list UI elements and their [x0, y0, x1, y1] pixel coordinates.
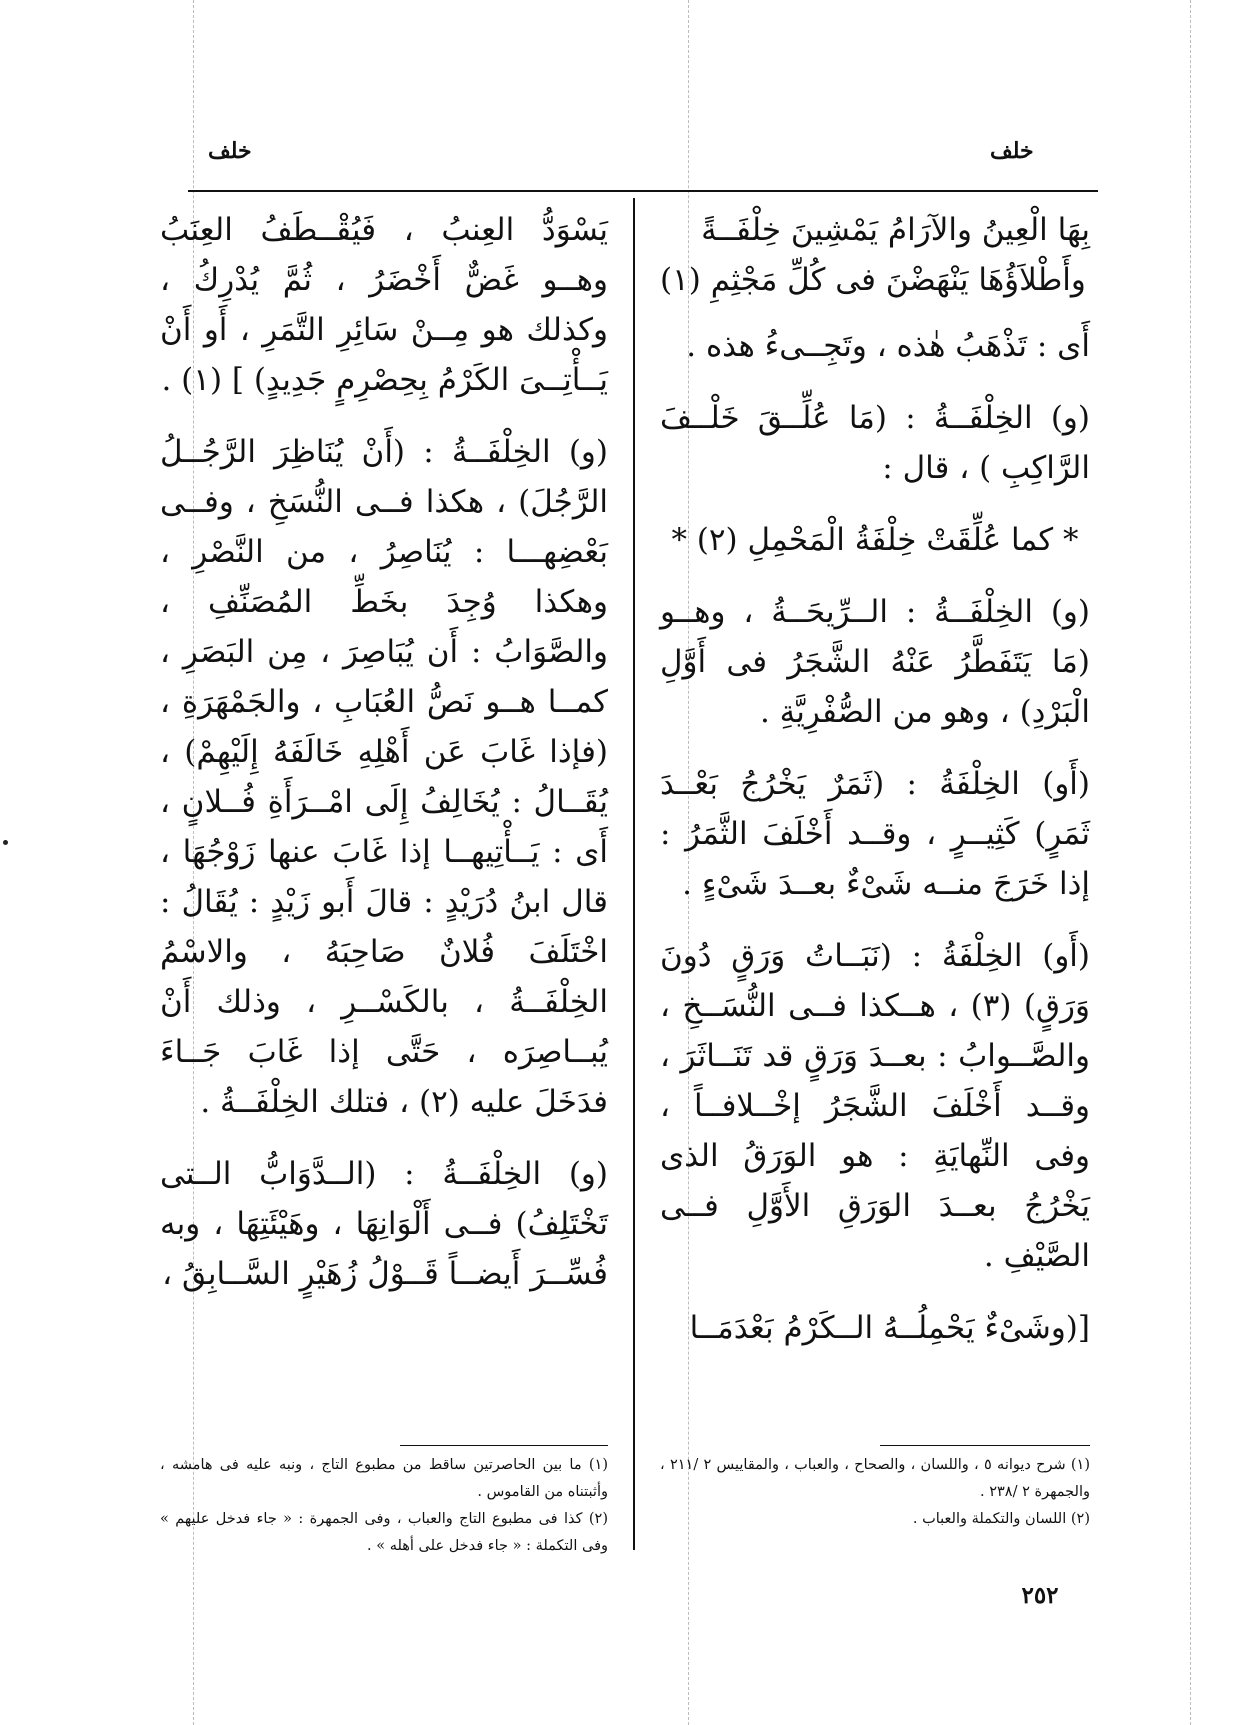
entry-paragraph: (و) الخِلْفَــةُ : (مَا عُلِّــقَ خَلْــفَ الرَّاكِبِ ) ، قال :	[660, 400, 1090, 486]
verse	[660, 205, 1090, 305]
running-head-right: خلف	[990, 138, 1034, 164]
entry-paragraph: يَسْوَدُّ العِنبُ ، فَيُقْــطَفُ العِنَبُ وهــو غَضٌّ أَخْضَرُ ، ثُمَّ يُدْرِكُ ، وكذلك هو مِــنْ سَائِرِ التَّمَرِ ، أَو أَنْ يَــأْتِــىَ الكَرْمُ بِحِصْرِمٍ جَدِيدٍ) ] (١) .	[160, 212, 608, 398]
running-head-left: خلف	[208, 138, 252, 164]
entry-paragraph: (و) الخِلْفَــةُ : الــرِّيحَــةُ ، وهــو (مَا يَتَفَطَّرُ عَنْهُ الشَّجَرُ فى أَوَّلِ الْبَرْدِ) ، وهو من الصُّفْرِيَّةِ .	[660, 594, 1090, 730]
entry-paragraph: (أَو) الخِلْفَةُ : (نَبَــاتُ وَرَقٍ دُونَ وَرَقٍ) (٣) ، هــكذا فــى النُّسَــخِ ، والصَّــوابُ : بعــدَ وَرَقٍ قد تَنَــاثَرَ ، وقــد أَخْلَفَ الشَّجَرُ إخْــلافــاً ، وفى النِّهايَةِ : هو الوَرَقُ الذى يَخْرُجُ بعــدَ الوَرَقِ الأَوَّلِ فــى الصَّيْفِ .	[660, 938, 1090, 1274]
header-rule	[188, 190, 1098, 192]
page-number: ٢٥٢	[1021, 1582, 1059, 1609]
entry-paragraph: (و) الخِلْفَــةُ : (الــدَّوَابُّ الــتى تَخْتَلِفُ) فــى أَلْوَانِهَا ، وهَيْئَتِهَا ، وبه فُسِّــرَ أَيضــاً قَــوْلُ زُهَيْرٍ السَّــابِقُ ،	[160, 1156, 608, 1292]
footnote-rule-left	[400, 1445, 608, 1446]
right-column	[660, 205, 1090, 1375]
entry-paragraph: [(وشَىْءٌ يَحْمِلُــهُ الــكَرْمُ بَعْدَمَــا	[689, 1310, 1090, 1346]
footnote-1: (١) شرح ديوانه ٥ ، واللسان ، والصحاح ، والعباب ، والمقاييس ٢ /٢١١ ، والجمهرة ٢ /٢٣٨ .	[660, 1457, 1090, 1500]
left-column	[160, 205, 608, 1321]
entry-paragraph: (و) الخِلْفَــةُ : (أَنْ يُنَاظِرَ الرَّجُــلُ الرَّجُلَ) ، هكذا فــى النُّسَخِ ، وفــى بَعْضِهـــا : يُنَاصِرُ ، من النَّصْرِ ، وهكذا وُجِدَ بخَطِّ المُصَنِّفِ ، والصَّوَابُ : أَن يُبَاصِرَ ، مِن البَصَرِ ، كمــا هــو نَصُّ العُبَابِ ، والجَمْهَرَةِ ، (فإذا غَابَ عَن أَهْلِهِ خَالَفَهُ إِلَيْهِمْ) ، يُقَــالُ : يُخَالِفُ إِلَى امْــرَأَةِ فُــلانٍ ، أَى : يَــأْتِيهــا إذا غَابَ عنها زَوْجُهَا ، قال ابنُ دُرَيْدٍ : قالَ أَبو زَيْدٍ : يُقَالُ : اخْتَلَفَ فُلانٌ صَاحِبَهُ ، والاسْمُ الخِلْفَــةُ ، بالكَسْــرِ ، وذلك أَنْ يُبــاصِرَه ، حَتَّى إذا غَابَ جَــاءَ فدَخَلَ عليه (٢) ، فتلك الخِلْفَــةُ .	[160, 434, 608, 1120]
footnote-rule-right	[880, 1445, 1090, 1446]
column-divider	[633, 198, 635, 1550]
footnotes-right	[660, 1452, 1090, 1533]
footnote-1: (١) ما بين الحاصرتين ساقط من مطبوع التاج ، ونبه عليه فى هامشه ، وأثبتناه من القاموس .	[160, 1457, 608, 1500]
entry-paragraph: (أَو) الخِلْفَةُ : (ثَمَرٌ يَخْرُجُ بَعْــدَ ثَمَرٍ) كَثِيــرٍ ، وقــد أَخْلَفَ الثَّمَرُ : إذا خَرَجَ منــه شَىْءٌ بعــدَ شَىْءٍ .	[660, 766, 1090, 902]
fold-line-right	[1190, 0, 1191, 1725]
footnotes-left	[160, 1452, 608, 1560]
footnote-2: (٢) اللسان والتكملة والعباب .	[912, 1511, 1090, 1527]
scan-speck	[3, 840, 8, 845]
verse-line-2: وأَطْلاَؤُهَا يَنْهَضْنَ فى كُلِّ مَجْثِمِ (١)	[660, 262, 1086, 298]
hemistich: * كما عُلِّقَتْ خِلْفَةُ الْمَحْمِلِ (٢) *	[671, 522, 1079, 558]
verse-line-1: بِهَا الْعِينُ والآرَامُ يَمْشِينَ خِلْفَــةً	[701, 212, 1090, 248]
gloss-paragraph: أَى : تَذْهَبُ هٰذه ، وتَجِــىءُ هذه .	[686, 328, 1090, 364]
footnote-2: (٢) كذا فى مطبوع التاج والعباب ، وفى الجمهرة : « جاء فدخل عليهم » وفى التكملة : « جاء فدخل على أهله » .	[160, 1511, 608, 1554]
